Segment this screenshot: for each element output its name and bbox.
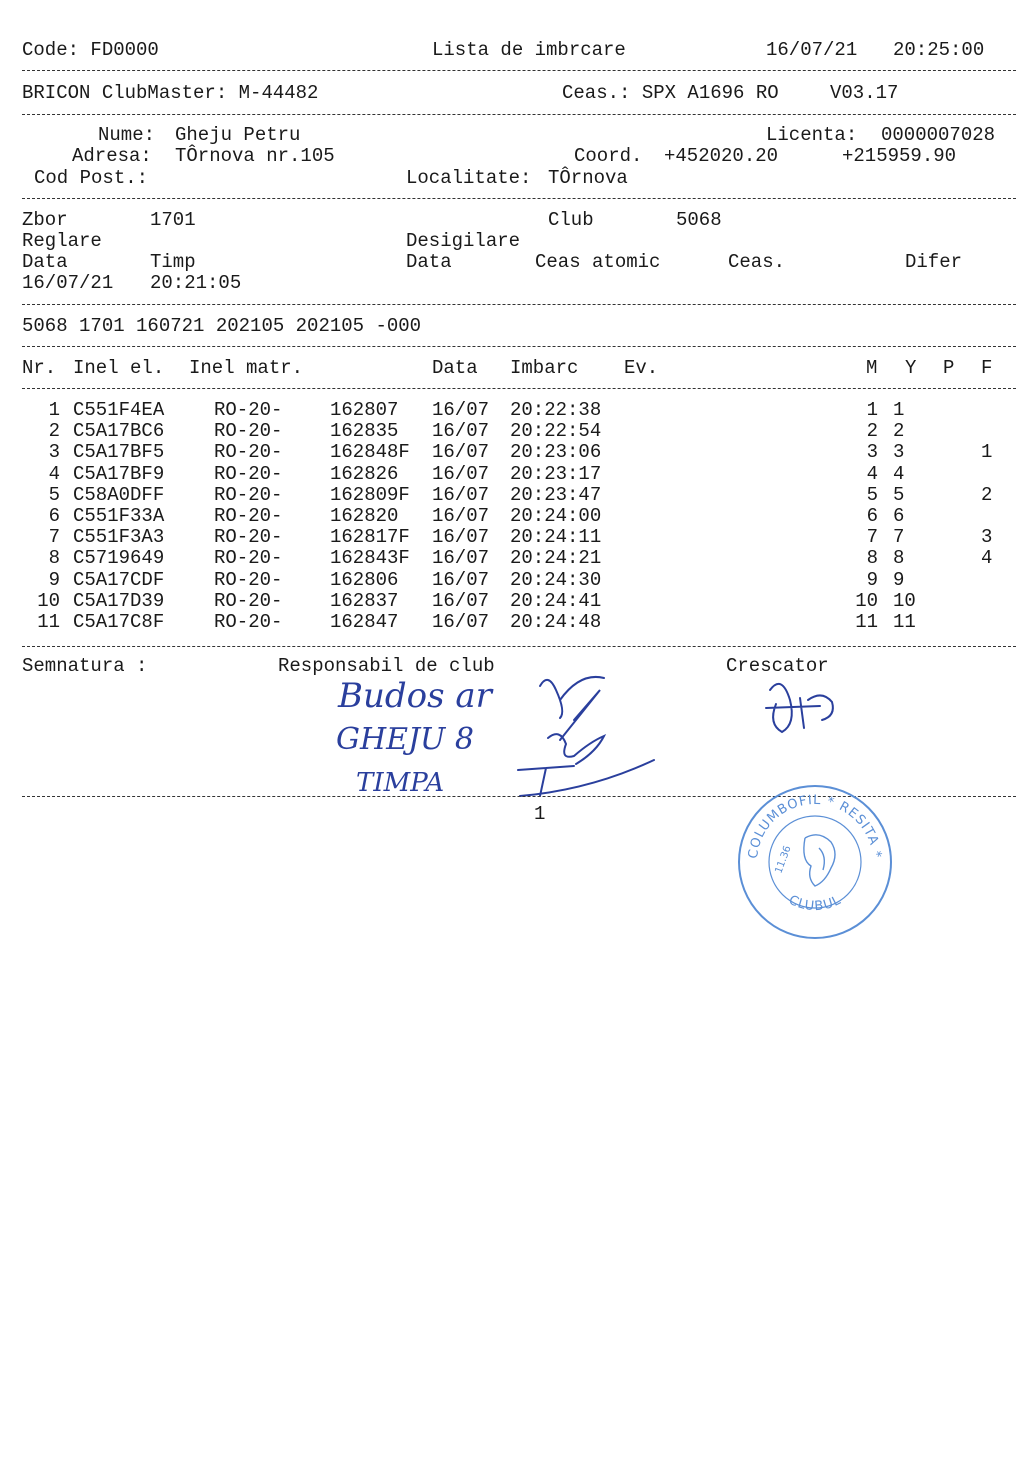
cell-nr: 2 xyxy=(48,420,60,443)
cell-time: 20:22:54 xyxy=(510,420,602,443)
postal-label: Cod Post.: xyxy=(34,167,149,189)
cell-series: RO-20- xyxy=(214,420,283,443)
summary-line: 5068 1701 160721 202105 202105 -000 xyxy=(22,315,422,337)
locality: TÔrnova xyxy=(548,167,628,189)
cell-time: 20:23:47 xyxy=(510,483,602,506)
club-responsible-label: Responsabil de club xyxy=(278,655,495,677)
cell-inel-matr: 162848F xyxy=(330,441,410,464)
document-title: Lista de imbrcare xyxy=(432,39,626,61)
cell-time: 20:23:06 xyxy=(510,441,602,464)
cell-m: 6 xyxy=(866,505,878,527)
breeder-label: Crescator xyxy=(726,655,829,677)
cell-nr: 5 xyxy=(48,483,60,506)
dove-icon xyxy=(804,835,835,886)
cell-nr: 1 xyxy=(48,399,60,421)
cell-nr: 9 xyxy=(48,568,60,591)
coord-y: +215959.90 xyxy=(842,145,957,167)
breeder-signature xyxy=(766,684,833,732)
cell-y: 2 xyxy=(893,420,905,443)
cell-inel-matr: 162817F xyxy=(330,526,410,549)
club-number: 5068 xyxy=(676,209,722,231)
coord-x: +452020.20 xyxy=(664,145,779,167)
coord-label: Coord. xyxy=(574,145,643,167)
cell-y: 3 xyxy=(893,441,905,464)
handwritten-name-2: GHEJU 8 xyxy=(336,722,474,757)
cell-inel-el: C5A17BC6 xyxy=(73,420,165,443)
cell-inel-matr: 162835 xyxy=(330,420,399,443)
cell-series: RO-20- xyxy=(214,568,283,591)
cell-m: 3 xyxy=(866,441,878,464)
cell-y: 10 xyxy=(893,589,916,612)
signature-label: Semnatura : xyxy=(22,655,148,677)
cell-time: 20:24:41 xyxy=(510,589,602,612)
cell-inel-el: C5A17D39 xyxy=(73,589,165,612)
header-time: 20:25:00 xyxy=(893,39,985,61)
version: V03.17 xyxy=(830,82,899,104)
clock-label: Ceas. xyxy=(728,251,786,273)
cell-inel-matr: 162820 xyxy=(330,505,399,527)
col-header-inel-matr: Inel matr. xyxy=(189,357,304,379)
cell-inel-el: C5A17BF5 xyxy=(73,441,165,464)
cell-inel-matr: 162837 xyxy=(330,589,399,612)
col-header-m: M xyxy=(866,357,878,379)
cell-time: 20:24:00 xyxy=(510,505,602,527)
cell-inel-el: C551F4EA xyxy=(73,399,165,421)
handwritten-name-3: TIMPA xyxy=(356,768,445,798)
cell-date: 16/07 xyxy=(432,399,490,421)
cell-inel-el: C58A0DFF xyxy=(73,483,165,506)
clock-id: Ceas.: SPX A1696 RO xyxy=(562,82,779,104)
reglare-time-label: Timp xyxy=(150,251,196,273)
col-header-nr: Nr. xyxy=(22,357,57,379)
stamp-top-text: COLUMBOFIL * RESITA * xyxy=(745,792,884,860)
cell-time: 20:23:17 xyxy=(510,462,602,485)
atomic-clock-label: Ceas atomic xyxy=(535,251,661,273)
cell-y: 6 xyxy=(893,505,905,527)
zbor-label: Zbor xyxy=(22,209,68,231)
col-header-ev: Ev. xyxy=(624,357,659,379)
cell-date: 16/07 xyxy=(432,483,490,506)
reglare-time: 20:21:05 xyxy=(150,272,242,294)
cell-m: 1 xyxy=(866,399,878,421)
cell-date: 16/07 xyxy=(432,589,490,612)
system-id: BRICON ClubMaster: M-44482 xyxy=(22,82,319,104)
code-field: Code: FD0000 xyxy=(22,39,159,61)
cell-m: 8 xyxy=(866,547,878,570)
cell-nr: 7 xyxy=(48,526,60,549)
cell-time: 20:24:30 xyxy=(510,568,602,591)
desigilare-data-label: Data xyxy=(406,251,452,273)
cell-y: 8 xyxy=(893,547,905,570)
cell-date: 16/07 xyxy=(432,420,490,443)
owner-address: TÔrnova nr.105 xyxy=(175,145,335,167)
cell-series: RO-20- xyxy=(214,462,283,485)
cell-series: RO-20- xyxy=(214,547,283,570)
cell-series: RO-20- xyxy=(214,441,283,464)
zbor-number: 1701 xyxy=(150,209,196,231)
reglare-date: 16/07/21 xyxy=(22,272,114,294)
cell-time: 20:22:38 xyxy=(510,399,602,421)
cell-inel-matr: 162843F xyxy=(330,547,410,570)
cell-series: RO-20- xyxy=(214,589,283,612)
stamp-code: 11.36 xyxy=(773,844,794,876)
cell-m: 11 xyxy=(855,611,878,633)
cell-y: 9 xyxy=(893,568,905,591)
cell-y: 7 xyxy=(893,526,905,549)
page-number: 1 xyxy=(534,803,546,825)
difference-label: Difer xyxy=(905,251,963,273)
signature-scribble-2 xyxy=(548,734,604,764)
name-label: Nume: xyxy=(98,124,156,146)
cell-date: 16/07 xyxy=(432,568,490,591)
stamp-bottom-text: CLUBUL xyxy=(786,892,844,915)
cell-inel-matr: 162847 xyxy=(330,611,399,633)
club-label: Club xyxy=(548,209,594,231)
license-number: 0000007028 xyxy=(881,124,996,146)
cell-time: 20:24:48 xyxy=(510,611,602,633)
svg-text:CLUBUL xyxy=(786,893,844,915)
cell-series: RO-20- xyxy=(214,483,283,506)
cell-nr: 8 xyxy=(48,547,60,570)
desigilare-label: Desigilare xyxy=(406,230,521,252)
club-stamp xyxy=(735,782,895,947)
cell-m: 5 xyxy=(866,483,878,506)
cell-y: 4 xyxy=(893,462,905,485)
cell-series: RO-20- xyxy=(214,399,283,421)
col-header-inel-el: Inel el. xyxy=(73,357,165,379)
header-date: 16/07/21 xyxy=(766,39,858,61)
cell-f: 1 xyxy=(981,441,993,464)
cell-m: 9 xyxy=(866,568,878,591)
cell-date: 16/07 xyxy=(432,526,490,549)
cell-inel-el: C5A17CDF xyxy=(73,568,165,591)
col-header-data: Data xyxy=(432,357,478,379)
cell-m: 2 xyxy=(866,420,878,443)
cell-f: 4 xyxy=(981,547,993,570)
col-header-imbarc: Imbarc xyxy=(510,357,579,379)
cell-inel-matr: 162826 xyxy=(330,462,399,485)
cell-date: 16/07 xyxy=(432,611,490,633)
cell-m: 4 xyxy=(866,462,878,485)
cell-inel-el: C5A17C8F xyxy=(73,611,165,633)
cell-inel-matr: 162806 xyxy=(330,568,399,591)
cell-date: 16/07 xyxy=(432,505,490,527)
col-header-p: P xyxy=(943,357,955,379)
cell-nr: 11 xyxy=(37,611,60,633)
col-header-y: Y xyxy=(905,357,917,379)
license-label: Licenta: xyxy=(766,124,858,146)
cell-date: 16/07 xyxy=(432,462,490,485)
cell-inel-el: C551F33A xyxy=(73,505,165,527)
cell-nr: 3 xyxy=(48,441,60,464)
cell-date: 16/07 xyxy=(432,547,490,570)
reglare-data-label: Data xyxy=(22,251,68,273)
cell-inel-el: C5719649 xyxy=(73,547,165,570)
signature-scribble-3 xyxy=(518,760,654,796)
cell-series: RO-20- xyxy=(214,526,283,549)
owner-name: Gheju Petru xyxy=(175,124,301,146)
cell-m: 7 xyxy=(866,526,878,549)
cell-time: 20:24:21 xyxy=(510,547,602,570)
reglare-label: Reglare xyxy=(22,230,102,252)
cell-time: 20:24:11 xyxy=(510,526,602,549)
cell-inel-el: C5A17BF9 xyxy=(73,462,165,485)
cell-f: 3 xyxy=(981,526,993,549)
cell-series: RO-20- xyxy=(214,611,283,633)
cell-y: 5 xyxy=(893,483,905,506)
address-label: Adresa: xyxy=(72,145,152,167)
locality-label: Localitate: xyxy=(406,167,532,189)
cell-inel-matr: 162809F xyxy=(330,483,410,506)
cell-series: RO-20- xyxy=(214,505,283,527)
cell-nr: 10 xyxy=(37,589,60,612)
cell-inel-el: C551F3A3 xyxy=(73,526,165,549)
cell-nr: 6 xyxy=(48,505,60,527)
col-header-f: F xyxy=(981,357,993,379)
handwritten-name-1: Budos ar xyxy=(338,676,492,716)
cell-inel-matr: 162807 xyxy=(330,399,399,421)
cell-m: 10 xyxy=(855,589,878,612)
signature-scribble-1 xyxy=(540,677,604,740)
cell-y: 11 xyxy=(893,611,916,633)
cell-date: 16/07 xyxy=(432,441,490,464)
cell-f: 2 xyxy=(981,483,993,506)
cell-y: 1 xyxy=(893,399,905,421)
cell-nr: 4 xyxy=(48,462,60,485)
